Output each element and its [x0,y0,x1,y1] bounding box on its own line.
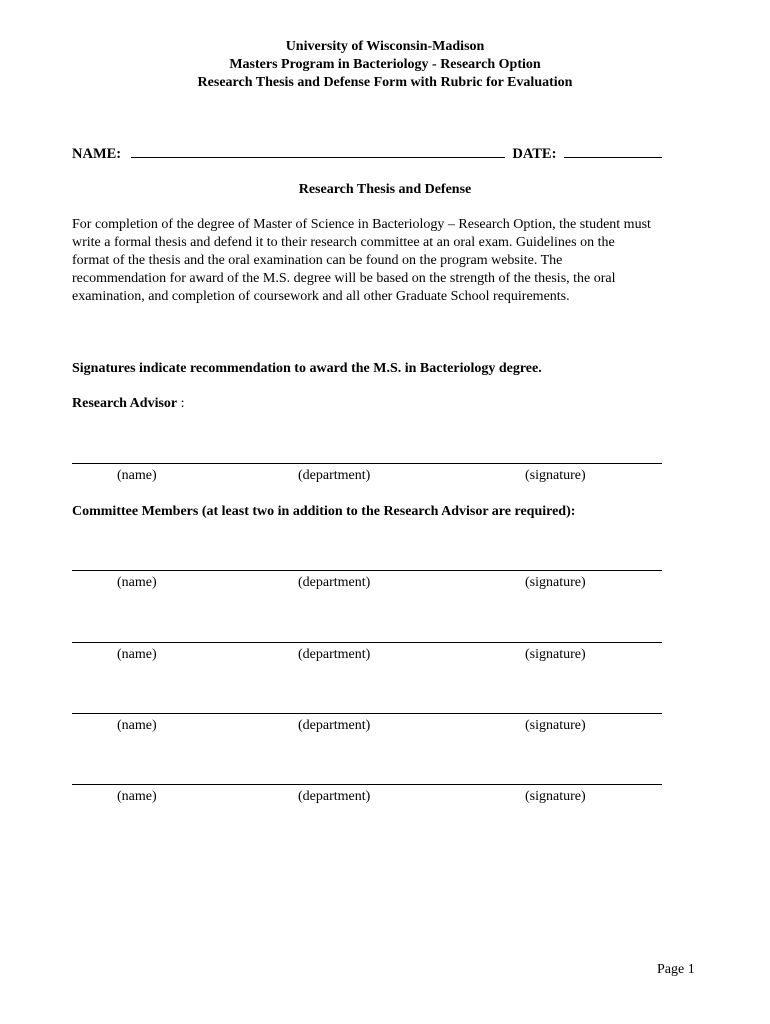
signatures-heading: Signatures indicate recommendation to award the M.S. in Bacteriology degree. [72,361,542,376]
section-title: Research Thesis and Defense [298,182,472,197]
header-program: Masters Program in Bacteriology - Research Option [229,57,541,72]
committee-name-caption: (name) [117,718,157,733]
header-university: University of Wisconsin-Madison [285,39,485,54]
committee-signature-line-2[interactable] [72,642,662,643]
advisor-signature-caption: (signature) [525,468,586,483]
committee-name-caption: (name) [117,789,157,804]
committee-department-caption: (department) [298,647,371,662]
research-advisor-label [72,395,185,413]
research-advisor-colon: : [177,396,185,411]
committee-signature-line-1[interactable] [72,570,662,571]
intro-line: examination, and completion of coursework and all other Graduate School requirements. [72,289,570,304]
intro-paragraph [72,216,702,306]
committee-signature-caption: (signature) [525,647,586,662]
committee-department-caption: (department) [298,575,371,590]
committee-signature-caption: (signature) [525,718,586,733]
advisor-department-caption: (department) [298,468,371,483]
intro-line: write a formal thesis and defend it to their research committee at an oral exam. Guidelines on the [72,235,615,250]
committee-signature-caption: (signature) [525,575,586,590]
intro-line: recommendation for award of the M.S. degree will be based on the strength of the thesis, the oral [72,271,616,286]
committee-name-caption: (name) [117,575,157,590]
date-label: DATE: [512,146,557,162]
committee-department-caption: (department) [298,789,371,804]
name-field[interactable] [131,145,505,158]
intro-line: For completion of the degree of Master of Science in Bacteriology – Research Option, the student must [72,217,651,232]
name-label: NAME: [72,146,122,162]
committee-signature-line-4[interactable] [72,784,662,785]
document-header [0,38,770,92]
advisor-name-caption: (name) [117,468,157,483]
page-number: Page 1 [657,962,695,977]
advisor-signature-line[interactable] [72,463,662,464]
committee-name-caption: (name) [117,647,157,662]
research-advisor-text: Research Advisor [72,396,178,411]
name-date-row [72,145,662,163]
committee-signature-caption: (signature) [525,789,586,804]
committee-signature-line-3[interactable] [72,713,662,714]
committee-department-caption: (department) [298,718,371,733]
date-field[interactable] [564,145,662,158]
intro-line: format of the thesis and the oral examination can be found on the program website. The [72,253,563,268]
header-form-title: Research Thesis and Defense Form with Rubric for Evaluation [197,75,573,90]
committee-heading: Committee Members (at least two in addition to the Research Advisor are required): [72,504,576,519]
